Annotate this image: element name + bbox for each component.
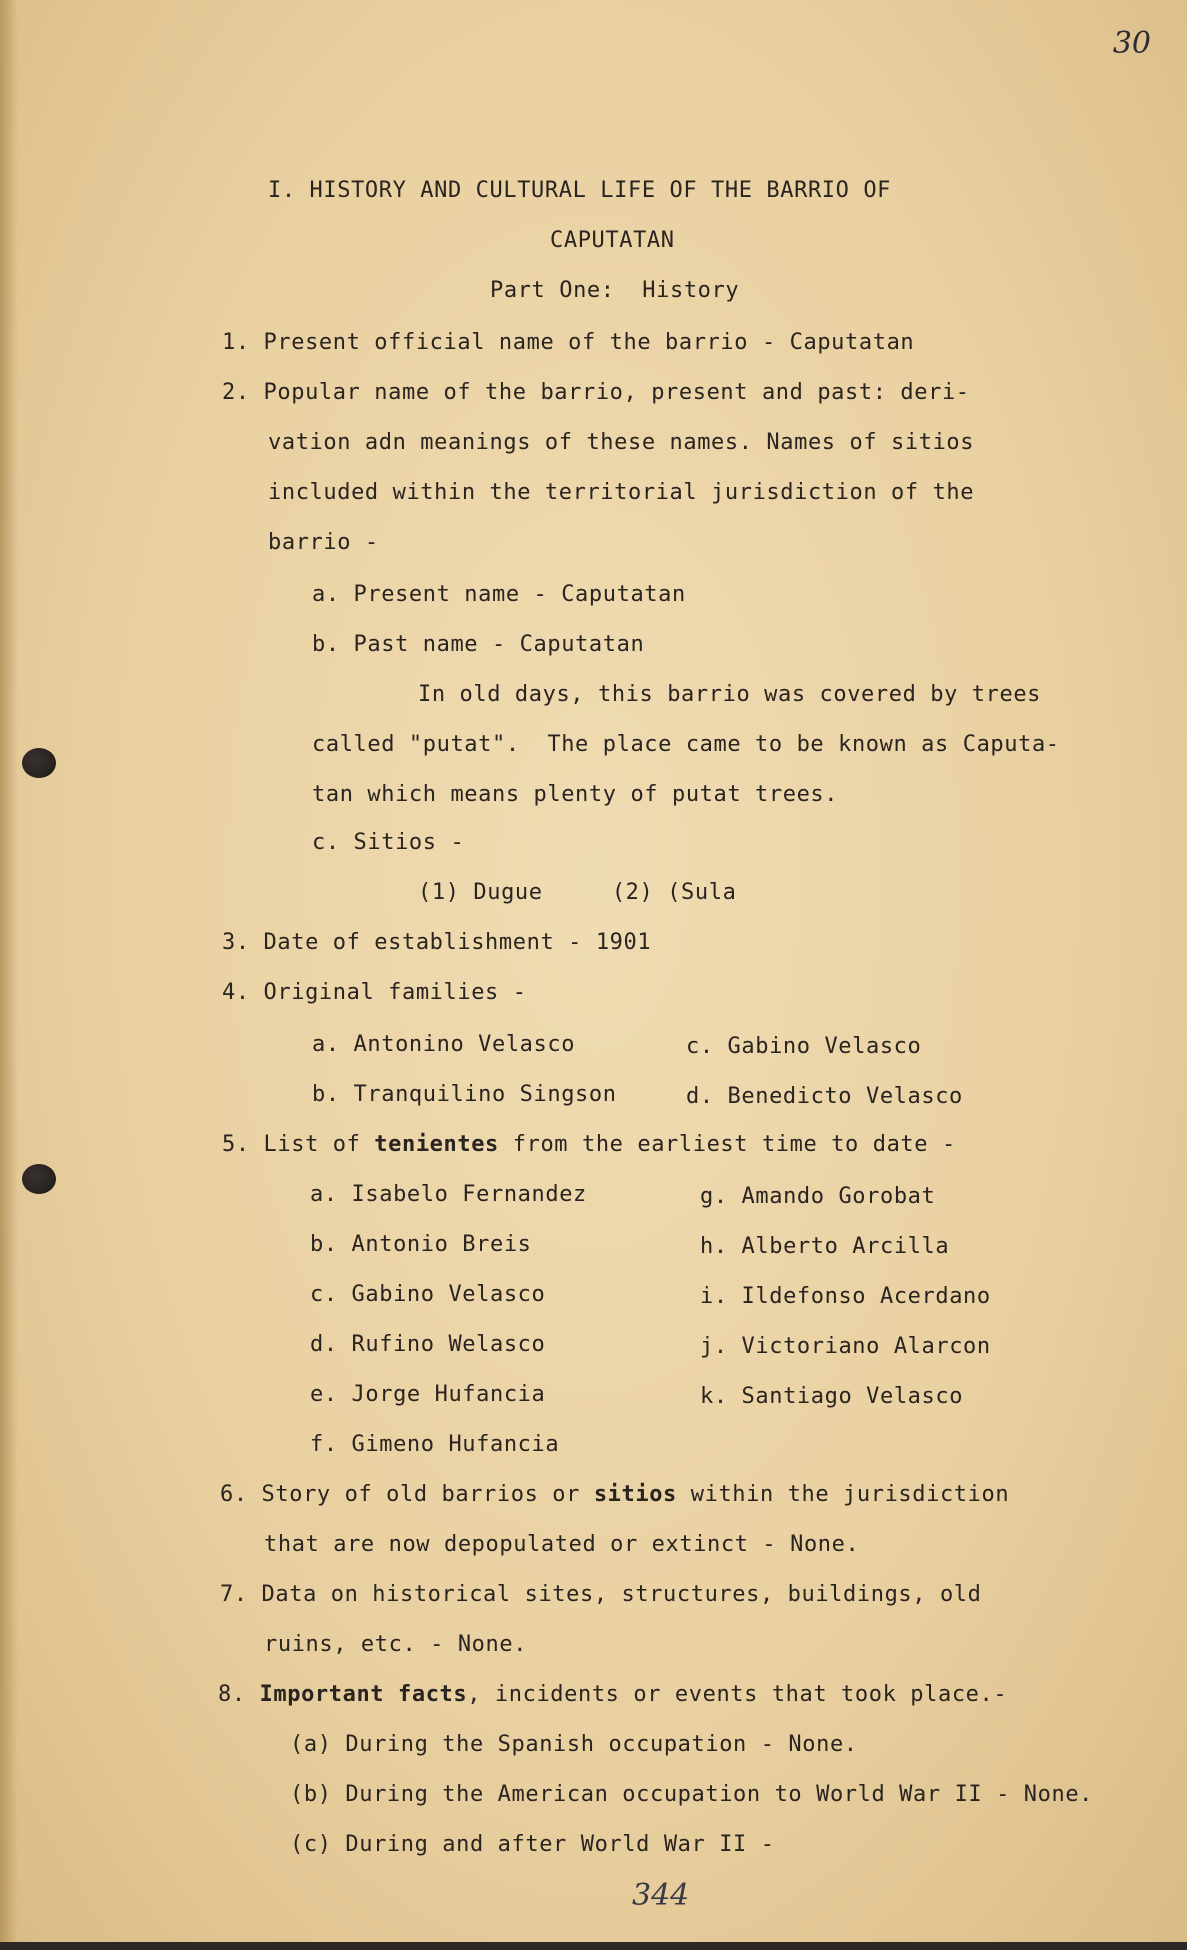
item-5-text-end: from the earliest time to date - bbox=[498, 1132, 956, 1157]
item-5-text: 5. List of bbox=[222, 1132, 375, 1157]
item-2b: b. Past name - Caputatan bbox=[312, 632, 645, 657]
item-5j: j. Victoriano Alarcon bbox=[700, 1334, 991, 1359]
paper-edge bbox=[0, 0, 18, 1950]
item-5g: g. Amando Gorobat bbox=[700, 1184, 936, 1209]
punch-hole-top bbox=[22, 748, 56, 778]
item-2-line-3: included within the territorial jurisdiction of the bbox=[268, 480, 975, 505]
item-2c: c. Sitios - bbox=[312, 830, 465, 855]
item-6-text: 6. Story of old barrios or bbox=[220, 1482, 594, 1507]
item-5-emphasis: tenientes bbox=[374, 1132, 499, 1157]
item-6 bbox=[220, 1482, 1009, 1508]
item-4: 4. Original families - bbox=[222, 980, 527, 1005]
item-8b: (b) During the American occupation to World War II - None. bbox=[290, 1782, 1094, 1807]
item-2-sitios: (1) Dugue (2) (Sula bbox=[418, 880, 737, 905]
item-4a: a. Antonino Velasco bbox=[312, 1032, 576, 1057]
item-5c: c. Gabino Velasco bbox=[310, 1282, 546, 1307]
title-line-2: CAPUTATAN bbox=[550, 228, 675, 253]
item-8-text-end: , incidents or events that took place.- bbox=[467, 1682, 1008, 1707]
title-line-1: I. HISTORY AND CULTURAL LIFE OF THE BARRIO OF bbox=[268, 178, 892, 203]
scan-border bbox=[0, 1942, 1187, 1950]
item-8a: (a) During the Spanish occupation - None. bbox=[290, 1732, 858, 1757]
item-5h: h. Alberto Arcilla bbox=[700, 1234, 950, 1259]
item-2-paragraph-3: tan which means plenty of putat trees. bbox=[312, 782, 839, 807]
item-5d: d. Rufino Welasco bbox=[310, 1332, 546, 1357]
item-3: 3. Date of establishment - 1901 bbox=[222, 930, 652, 955]
item-6-line-2: that are now depopulated or extinct - None. bbox=[264, 1532, 860, 1557]
item-1: 1. Present official name of the barrio - Caputatan bbox=[222, 330, 915, 355]
item-2a: a. Present name - Caputatan bbox=[312, 582, 686, 607]
item-2-line-2: vation adn meanings of these names. Names of sitios bbox=[268, 430, 975, 455]
item-7-line-1: 7. Data on historical sites, structures, buildings, old bbox=[220, 1582, 982, 1607]
item-5f: f. Gimeno Hufancia bbox=[310, 1432, 560, 1457]
item-5b: b. Antonio Breis bbox=[310, 1232, 532, 1257]
item-7-line-2: ruins, etc. - None. bbox=[264, 1632, 528, 1657]
item-2-line-4: barrio - bbox=[268, 530, 379, 555]
item-4d: d. Benedicto Velasco bbox=[686, 1084, 963, 1109]
item-6-text-end: within the jurisdiction bbox=[676, 1482, 1010, 1507]
item-2-paragraph-1: In old days, this barrio was covered by trees bbox=[418, 682, 1042, 707]
item-5k: k. Santiago Velasco bbox=[700, 1384, 964, 1409]
item-8-emphasis: Important facts bbox=[259, 1682, 468, 1707]
item-6-emphasis: sitios bbox=[593, 1482, 677, 1507]
item-8 bbox=[218, 1682, 1007, 1708]
item-5a: a. Isabelo Fernandez bbox=[310, 1182, 587, 1207]
item-4c: c. Gabino Velasco bbox=[686, 1034, 922, 1059]
item-4b: b. Tranquilino Singson bbox=[312, 1082, 617, 1107]
page-number: 30 bbox=[1112, 26, 1151, 61]
item-2-paragraph-2: called "putat". The place came to be known as Caputa- bbox=[312, 732, 1060, 757]
punch-hole-bottom bbox=[22, 1164, 56, 1194]
item-5 bbox=[222, 1132, 956, 1158]
item-5i: i. Ildefonso Acerdano bbox=[700, 1284, 991, 1309]
item-8-text: 8. bbox=[218, 1682, 260, 1707]
item-5e: e. Jorge Hufancia bbox=[310, 1382, 546, 1407]
item-2-line-1: 2. Popular name of the barrio, present and past: deri- bbox=[222, 380, 970, 405]
item-8c: (c) During and after World War II - bbox=[290, 1832, 775, 1857]
subtitle: Part One: History bbox=[490, 278, 740, 303]
footer-page-number: 344 bbox=[632, 1878, 690, 1913]
